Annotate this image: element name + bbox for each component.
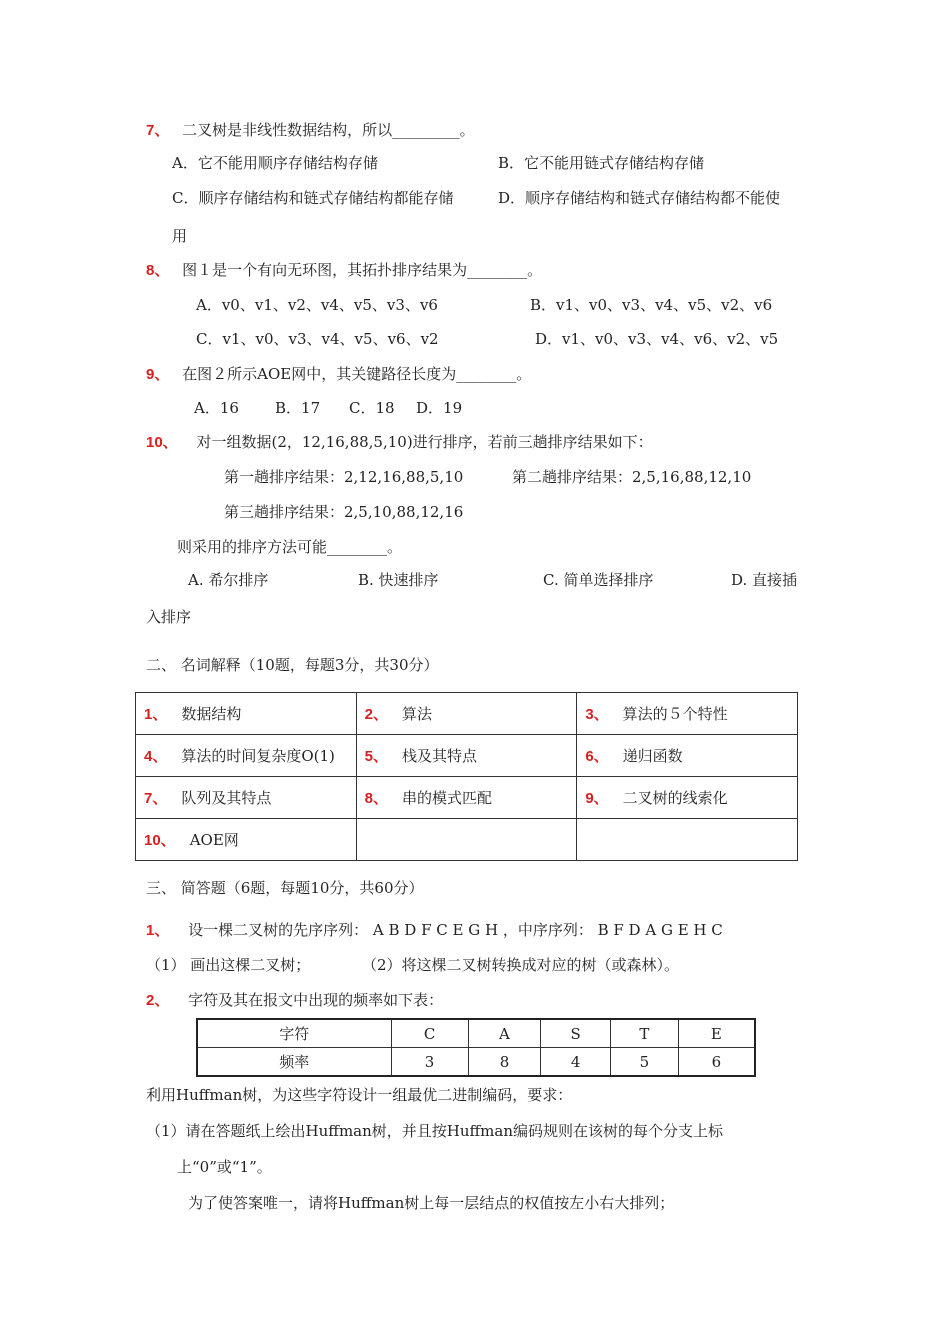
option-d: D．顺序存储结构和链式存储结构都不能使	[498, 189, 781, 207]
table-cell: 3	[391, 1048, 468, 1077]
short-question-1	[146, 920, 723, 941]
question-8	[146, 260, 542, 281]
sort-pass-3: 第三趟排序结果：2,5,10,88,12,16	[224, 503, 464, 521]
question-10	[146, 432, 653, 453]
option-b: B. 快速排序	[358, 571, 439, 589]
question-number: 2、	[146, 992, 170, 1009]
table-cell: 5、 栈及其特点	[356, 735, 577, 777]
frequency-table	[196, 1018, 756, 1077]
option-a: A．16	[194, 399, 239, 417]
option-b: B．它不能用链式存储结构存储	[498, 154, 705, 172]
question-number: 8、	[146, 262, 170, 279]
question-stem: 在图２所示AOE网中，其关键路径长度为________。	[182, 365, 532, 383]
question-stem: 对一组数据(2，12,16,88,5,10)进行排序，若前三趟排序结果如下：	[196, 433, 653, 451]
option-d: D．v1、v0、v3、v4、v6、v2、v5	[535, 330, 779, 348]
question-stem: 字符及其在报文中出现的频率如下表：	[188, 991, 444, 1009]
option-d: D. 直接插	[731, 571, 798, 589]
option-d-continued: 入排序	[146, 608, 192, 626]
option-d-continued: 用	[172, 227, 188, 245]
sort-pass-2: 第二趟排序结果：2,5,16,88,12,10	[512, 468, 752, 486]
option-c: C．顺序存储结构和链式存储结构都能存储	[172, 189, 454, 207]
table-cell: 3、 算法的５个特性	[577, 693, 798, 735]
huffman-intro: 利用Huffman树，为这些字符设计一组最优二进制编码，要求：	[146, 1086, 573, 1104]
table-row	[197, 1019, 755, 1048]
question-number: 7、	[146, 122, 170, 139]
table-row	[197, 1048, 755, 1077]
terms-table	[135, 692, 798, 861]
sub-question-1: （1） 画出这棵二叉树；	[146, 956, 311, 974]
table-cell: 4	[541, 1048, 610, 1077]
option-a: A．v0、v1、v2、v4、v5、v3、v6	[196, 296, 438, 314]
table-cell: 6、 递归函数	[577, 735, 798, 777]
option-b: B．17	[275, 399, 321, 417]
table-row	[136, 819, 798, 861]
table-cell: 7、 队列及其特点	[136, 777, 357, 819]
section-2-title: 二、 名词解释（10题，每题3分，共30分）	[146, 656, 439, 674]
option-a: A．它不能用顺序存储结构存储	[172, 154, 378, 172]
question-stem: 二叉树是非线性数据结构，所以_________。	[182, 121, 475, 139]
question-stem: 图１是一个有向无环图，其拓扑排序结果为________。	[182, 261, 543, 279]
table-cell: C	[391, 1019, 468, 1048]
short-question-2	[146, 990, 443, 1011]
huffman-requirement-1-cont: 上“0”或“1”。	[177, 1158, 272, 1176]
option-c: C．18	[349, 399, 395, 417]
table-cell: 8、 串的模式匹配	[356, 777, 577, 819]
table-row	[136, 693, 798, 735]
question-stem: 设一棵二叉树的先序序列： A B D F C E G H ，中序序列： B F D A G E H C	[188, 921, 723, 939]
huffman-requirement-1: （1）请在答题纸上绘出Huffman树，并且按Huffman编码规则在该树的每个分支上标	[146, 1122, 723, 1140]
table-cell: 6	[678, 1048, 755, 1077]
question-number: 10、	[146, 434, 178, 451]
table-cell	[577, 819, 798, 861]
table-cell: T	[610, 1019, 678, 1048]
question-ask: 则采用的排序方法可能________。	[177, 538, 403, 556]
question-7	[146, 120, 475, 141]
option-c: C. 简单选择排序	[543, 571, 654, 589]
table-cell: 频率	[197, 1048, 391, 1077]
question-number: 1、	[146, 922, 170, 939]
huffman-note: 为了使答案唯一，请将Huffman树上每一层结点的权值按左小右大排列；	[188, 1194, 675, 1212]
option-a: A. 希尔排序	[188, 571, 269, 589]
sort-pass-1: 第一趟排序结果：2,12,16,88,5,10	[224, 468, 464, 486]
table-cell: 5	[610, 1048, 678, 1077]
question-number: 9、	[146, 366, 170, 383]
section-3-title: 三、 简答题（6题，每题10分，共60分）	[146, 879, 424, 897]
table-row	[136, 777, 798, 819]
table-cell: 1、 数据结构	[136, 693, 357, 735]
table-cell: 2、 算法	[356, 693, 577, 735]
table-row	[136, 735, 798, 777]
table-cell	[356, 819, 577, 861]
table-cell: 4、 算法的时间复杂度O(1)	[136, 735, 357, 777]
table-cell: 字符	[197, 1019, 391, 1048]
table-cell: A	[468, 1019, 541, 1048]
table-cell: 9、 二叉树的线索化	[577, 777, 798, 819]
table-cell: E	[678, 1019, 755, 1048]
table-cell: S	[541, 1019, 610, 1048]
table-cell: 10、 AOE网	[136, 819, 357, 861]
option-d: D．19	[416, 399, 463, 417]
option-c: C．v1、v0、v3、v4、v5、v6、v2	[196, 330, 439, 348]
question-9	[146, 364, 531, 385]
sub-question-2: （2）将这棵二叉树转换成对应的树（或森林）。	[362, 956, 680, 974]
table-cell: 8	[468, 1048, 541, 1077]
option-b: B．v1、v0、v3、v4、v5、v2、v6	[530, 296, 773, 314]
